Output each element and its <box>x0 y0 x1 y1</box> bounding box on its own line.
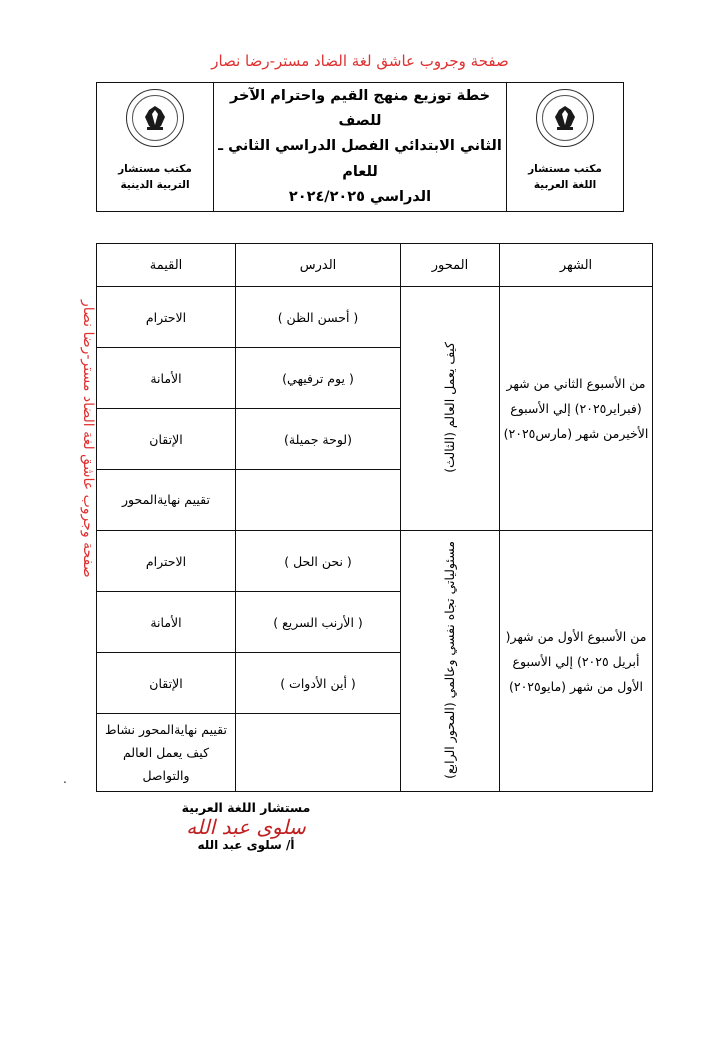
lesson-cell: ( نحن الحل ) <box>236 531 401 592</box>
axis-label-1: كيف يعمل العالم (الثالث) <box>442 341 458 473</box>
value-cell: الاحترام <box>97 531 236 592</box>
value-cell: الأمانة <box>97 592 236 653</box>
header-logo-cell-left <box>97 83 214 212</box>
column-header-lesson: الدرس <box>236 244 401 287</box>
value-cell: الاحترام <box>97 287 236 348</box>
header-logo-cell-right <box>507 83 624 212</box>
header-title-line-2: الثاني الابتدائي الفصل الدراسي الثاني ـ للعام <box>218 138 502 180</box>
document-header <box>96 82 624 212</box>
month-cell-1: من الأسبوع الثاني من شهر (فبراير٢٠٢٥) إلي الأسبوع الأخيرمن شهر (مارس٢٠٢٥) <box>500 287 653 531</box>
value-cell-evaluation: تقييم نهايةالمحور <box>97 470 236 531</box>
lesson-cell <box>236 470 401 531</box>
table-header-row <box>97 244 653 287</box>
distribution-plan-table <box>96 243 653 792</box>
value-cell-evaluation: تقييم نهايةالمحور نشاط كيف يعمل العالم والتواصل <box>97 714 236 792</box>
table-row <box>97 287 653 348</box>
table-row <box>97 531 653 592</box>
lesson-cell: (لوحة جميلة) <box>236 409 401 470</box>
axis-cell-2 <box>401 531 500 792</box>
value-cell: الأمانة <box>97 348 236 409</box>
axis-label-2: مسئولياتي تجاه نفسي وعالمي (المحور الرابع) <box>442 540 458 779</box>
column-header-value: القيمة <box>97 244 236 287</box>
watermark-side: صفحة وجروب عاشق لغة الضاد مستر-رضا نصار <box>80 300 96 578</box>
signature-title: مستشار اللغة العربية <box>181 800 311 815</box>
header-title-cell <box>214 83 507 212</box>
handwritten-signature: سلوى عبد الله <box>186 815 306 839</box>
signature-name: أ/ سلوى عبد الله <box>197 838 295 852</box>
axis-cell-1 <box>401 287 500 531</box>
header-title-line-3: الدراسي ٢٠٢٤/٢٠٢٥ <box>288 189 432 206</box>
signature-block <box>96 800 396 852</box>
column-header-month: الشهر <box>500 244 653 287</box>
office-label-left: مكتب مستشار التربية الدينية <box>118 163 192 192</box>
egypt-eagle-crest-icon <box>126 89 184 147</box>
lesson-cell: ( أحسن الظن ) <box>236 287 401 348</box>
lesson-cell: ( أين الأدوات ) <box>236 653 401 714</box>
watermark-top: صفحة وجروب عاشق لغة الضاد مستر-رضا نصار <box>211 52 509 70</box>
lesson-cell: ( الأرنب السريع ) <box>236 592 401 653</box>
value-cell: الإتقان <box>97 653 236 714</box>
stray-dot-mark: . <box>63 772 67 786</box>
lesson-cell <box>236 714 401 792</box>
header-title-line-1: خطة توزيع منهج القيم واحترام الآخر للصف <box>229 87 491 129</box>
column-header-axis: المحور <box>401 244 500 287</box>
egypt-eagle-crest-icon <box>536 89 594 147</box>
lesson-cell: ( يوم ترفيهي) <box>236 348 401 409</box>
office-label-right: مكتب مستشار اللغة العربية <box>528 163 602 192</box>
value-cell: الإتقان <box>97 409 236 470</box>
month-cell-2: من الأسبوع الأول من شهر( أبريل ٢٠٢٥) إلي الأسبوع الأول من شهر (مايو٢٠٢٥) <box>500 531 653 792</box>
